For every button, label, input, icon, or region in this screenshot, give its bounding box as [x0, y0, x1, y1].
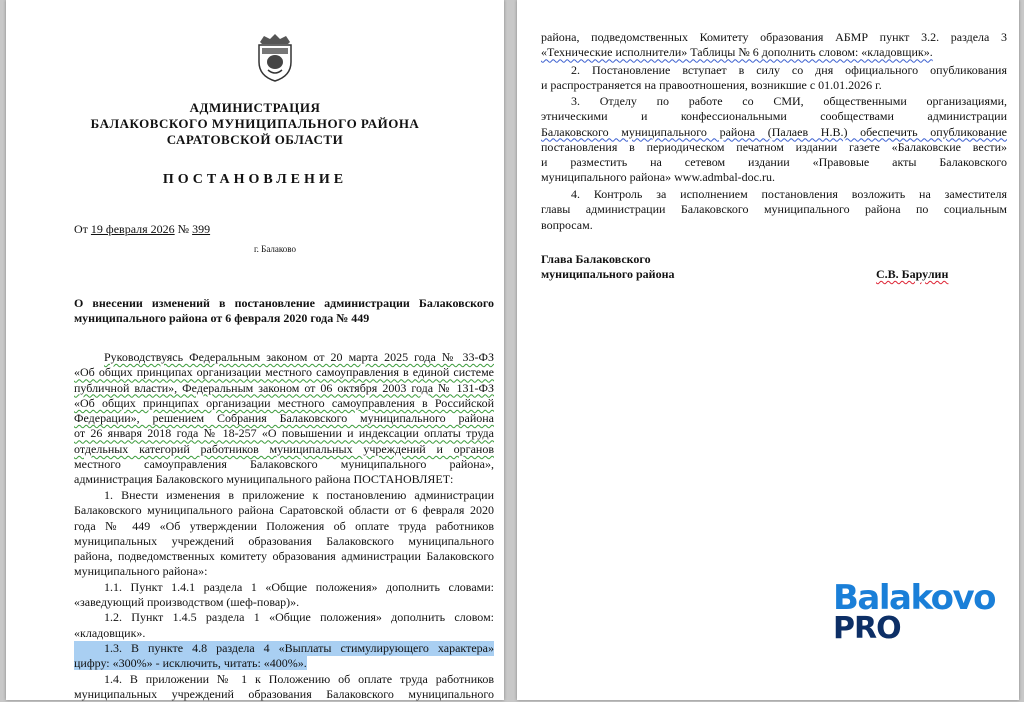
- item-3-line: и разместить на сетевом издании «Правовые акты Балаковского: [541, 155, 1007, 170]
- signature-title-line: Глава Балаковского: [541, 252, 651, 266]
- document-date: 19 февраля 2026: [90, 222, 175, 236]
- document-page-1: [6, 0, 504, 700]
- signature-title: [541, 252, 675, 282]
- preamble-line: местного самоуправления Балаковского муниципального района»,: [74, 457, 494, 472]
- item-1-line: района, подведомственных комитету образования администрации Балаковского: [74, 549, 494, 564]
- item-3-line: этническими и конфессиональными сообществами администрации: [541, 109, 1007, 124]
- continuation-line: «Технические исполнители» Таблицы № 6 дополнить словом: «кладовщик».: [541, 45, 933, 60]
- item-2: [541, 63, 1007, 94]
- item-1-2-line: 1.2. Пункт 1.4.5 раздела 1 «Общие положения» дополнить словом:: [104, 610, 494, 625]
- preamble-line: публичной власти», Федеральным законом от 06 октября 2003 года № 131-ФЗ: [74, 380, 494, 395]
- document-title: ПОСТАНОВЛЕНИЕ: [162, 172, 348, 187]
- header-line-3: САРАТОВСКОЙ ОБЛАСТИ: [166, 132, 344, 147]
- header-line-1: АДМИНИСТРАЦИЯ: [189, 100, 321, 115]
- preamble-line: Федерации», решением Собрания Балаковского муниципального района: [74, 411, 494, 426]
- item-4-line: вопросам.: [541, 217, 593, 232]
- coat-of-arms-emblem: [254, 32, 296, 82]
- item-1: [74, 488, 494, 702]
- item-1-4-line: муниципальных учреждений образования Балаковского муниципального: [74, 686, 494, 701]
- preamble: [74, 350, 494, 488]
- continuation-line: района, подведомственных Комитету образования АБМР пункт 3.2. раздела 3: [541, 30, 1007, 44]
- subject-line: О внесении изменений в постановление администрации Балаковского: [74, 296, 494, 310]
- item-3-line: муниципального района» www.admbal-doc.ru.: [541, 170, 775, 185]
- preamble-line: администрация Балаковского муниципального района ПОСТАНОВЛЯЕТ:: [74, 472, 454, 487]
- document-subject: [74, 296, 494, 326]
- preamble-line: Руководствуясь Федеральным законом от 20 марта 2025 года № 33-ФЗ: [104, 350, 494, 364]
- item-1-line: Балаковского муниципального района Саратовской области от 6 февраля 2020: [74, 503, 494, 518]
- item-3-line: 3. Отделу по работе со СМИ, общественными организациями,: [571, 94, 1007, 108]
- item-1-1-line: 1.1. Пункт 1.4.1 раздела 1 «Общие положения» дополнить словами:: [104, 579, 494, 594]
- logo-text-top: Balakovo: [833, 578, 996, 618]
- item-3-line: постановления в периодическом печатном издании газете «Балаковские вести»: [541, 139, 1007, 154]
- continuation: [541, 30, 1007, 61]
- item-1-4-line: 1.4. В приложении № 1 к Положению об оплате труда работников: [104, 671, 494, 686]
- item-4: [541, 187, 1007, 233]
- item-1-1-line: «заведующий производством (шеф-повар)».: [74, 595, 300, 610]
- item-3-line: Балаковского муниципального района (Палаев Н.В.) обеспечить опубликование: [541, 124, 1007, 139]
- item-2-line: и распространяется на правоотношения, возникшие с 01.01.2026 г.: [541, 78, 882, 93]
- item-1-2-line: «кладовщик».: [74, 625, 146, 640]
- item-4-line: главы администрации Балаковского муниципального района по социальным: [541, 202, 1007, 217]
- logo-text-bottom: PRO: [833, 611, 901, 646]
- balakovo-pro-logo: [833, 578, 996, 650]
- item-2-line: 2. Постановление вступает в силу со дня официального опубликования: [571, 63, 1007, 77]
- preamble-line: «Об общих принципах организации местного самоуправления в Российской: [74, 395, 494, 410]
- subject-line: муниципального района от 6 февраля 2020 года № 449: [74, 311, 370, 325]
- item-4-line: 4. Контроль за исполнением постановления возложить на заместителя: [571, 187, 1007, 201]
- header-line-2: БАЛАКОВСКОГО МУНИЦИПАЛЬНОГО РАЙОНА: [90, 116, 420, 131]
- item-1-line: муниципального района»:: [74, 564, 208, 579]
- item-1-3-line-selected[interactable]: 1.3. В пункте 4.8 раздела 4 «Выплаты стимулирующего характера»: [74, 641, 494, 656]
- number-sign: №: [177, 222, 190, 236]
- preamble-line: «Об общих принципах организации местного самоуправления в единой системе: [74, 365, 494, 380]
- item-1-3-line-selected[interactable]: цифру: «300%» - исключить, читать: «400%».: [74, 656, 307, 671]
- item-1-line: года № 449 «Об утверждении Положения об оплате труда работников: [74, 518, 494, 533]
- preamble-line: отдельных категорий работников муниципальных учреждений и органов: [74, 441, 494, 456]
- preamble-line: от 26 января 2018 года № 18-257 «О повышении и индексации оплаты труда: [74, 426, 494, 441]
- signature-title-line: муниципального района: [541, 267, 675, 281]
- item-1-line: 1. Внести изменения в приложение к постановлению администрации: [104, 488, 494, 502]
- item-1-line: муниципальных учреждений образования Балаковского муниципального: [74, 533, 494, 548]
- date-prefix: От: [74, 222, 88, 236]
- item-3: [541, 94, 1007, 186]
- document-number: 399: [192, 222, 211, 236]
- city: г. Балаково: [253, 244, 296, 254]
- signature-name: С.В. Барулин: [876, 267, 949, 281]
- date-line: [74, 222, 210, 237]
